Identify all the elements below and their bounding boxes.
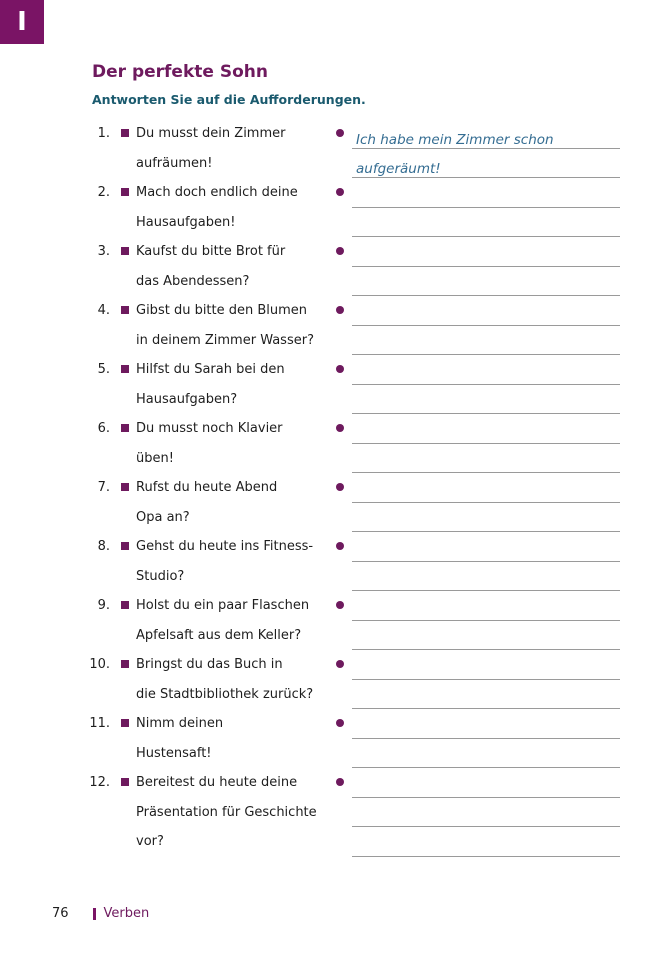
answer-area[interactable] <box>352 768 620 857</box>
item-number: 9. <box>97 598 110 613</box>
answer-bullet-icon <box>336 719 344 727</box>
prompt-line: Studio? <box>136 568 185 584</box>
prompt-line: vor? <box>136 834 164 849</box>
answer-line[interactable] <box>352 267 620 297</box>
square-bullet-icon <box>121 188 129 196</box>
answer-area[interactable] <box>352 119 620 178</box>
square-bullet-icon <box>121 365 129 373</box>
item-number: 4. <box>97 303 110 318</box>
answer-bullet-icon <box>336 483 344 491</box>
answer-line[interactable] <box>352 798 620 828</box>
answer-line[interactable] <box>352 503 620 533</box>
answer-bullet-icon <box>336 542 344 550</box>
prompt-line: Präsentation für Geschichte <box>136 804 317 820</box>
handwritten-answer: aufgeräumt! <box>356 161 441 177</box>
square-bullet-icon <box>121 306 129 314</box>
exercise-title: Der perfekte Sohn <box>92 62 268 82</box>
prompt-line: Du musst dein Zimmer <box>136 126 286 141</box>
answer-line[interactable] <box>352 149 620 179</box>
exercise-instruction: Antworten Sie auf die Aufforderungen. <box>92 92 366 107</box>
prompt-line: Apfelsaft aus dem Keller? <box>136 627 302 643</box>
answer-area[interactable] <box>352 650 620 709</box>
item-number: 8. <box>97 539 110 554</box>
answer-bullet-icon <box>336 188 344 196</box>
item-number: 12. <box>89 775 110 790</box>
item-prompt <box>136 473 326 532</box>
prompt-line: Holst du ein paar Flaschen <box>136 598 310 613</box>
answer-line[interactable] <box>352 739 620 769</box>
page-footer <box>52 906 149 921</box>
page-number: 76 <box>52 906 69 921</box>
square-bullet-icon <box>121 778 129 786</box>
answer-area[interactable] <box>352 591 620 650</box>
prompt-line: Nimm deinen <box>136 716 224 731</box>
answer-area[interactable] <box>352 237 620 296</box>
answer-area[interactable] <box>352 178 620 237</box>
square-bullet-icon <box>121 601 129 609</box>
answer-line[interactable] <box>352 355 620 385</box>
answer-area[interactable] <box>352 709 620 768</box>
chapter-name: Verben <box>103 906 150 921</box>
answer-bullet-icon <box>336 365 344 373</box>
square-bullet-icon <box>121 129 129 137</box>
answer-line[interactable] <box>352 385 620 415</box>
item-number: 6. <box>97 421 110 436</box>
prompt-line: Bringst du das Buch in <box>136 657 283 672</box>
prompt-line: Hilfst du Sarah bei den <box>136 362 285 377</box>
item-prompt <box>136 414 326 473</box>
answer-bullet-icon <box>336 306 344 314</box>
answer-line[interactable] <box>352 591 620 621</box>
answer-bullet-icon <box>336 129 344 137</box>
answer-line[interactable] <box>352 237 620 267</box>
square-bullet-icon <box>121 247 129 255</box>
prompt-line: Hausaufgaben? <box>136 391 238 407</box>
item-prompt <box>136 296 326 355</box>
prompt-line: Rufst du heute Abend <box>136 480 278 495</box>
prompt-line: Gibst du bitte den Blumen <box>136 303 308 318</box>
answer-line[interactable] <box>352 827 620 857</box>
answer-area[interactable] <box>352 414 620 473</box>
answer-line[interactable] <box>352 562 620 592</box>
prompt-line: Mach doch endlich deine <box>136 185 298 200</box>
chapter-tab: I <box>0 0 44 44</box>
answer-line[interactable] <box>352 119 620 149</box>
answer-line[interactable] <box>352 621 620 651</box>
item-number: 2. <box>97 185 110 200</box>
item-number: 1. <box>97 126 110 141</box>
answer-line[interactable] <box>352 473 620 503</box>
answer-bullet-icon <box>336 778 344 786</box>
item-prompt <box>136 119 326 178</box>
item-number: 7. <box>97 480 110 495</box>
answer-area[interactable] <box>352 473 620 532</box>
answer-line[interactable] <box>352 414 620 444</box>
prompt-line: Bereitest du heute deine <box>136 775 298 790</box>
prompt-line: Hustensaft! <box>136 745 212 761</box>
answer-line[interactable] <box>352 178 620 208</box>
answer-area[interactable] <box>352 296 620 355</box>
prompt-line: üben! <box>136 450 174 466</box>
answer-area[interactable] <box>352 532 620 591</box>
prompt-line: die Stadtbibliothek zurück? <box>136 686 314 702</box>
item-number: 10. <box>89 657 110 672</box>
prompt-line: das Abendessen? <box>136 273 250 289</box>
prompt-line: aufräumen! <box>136 155 213 171</box>
answer-line[interactable] <box>352 650 620 680</box>
item-number: 3. <box>97 244 110 259</box>
item-prompt <box>136 237 326 296</box>
prompt-line: in deinem Zimmer Wasser? <box>136 332 314 348</box>
item-prompt <box>136 768 326 857</box>
square-bullet-icon <box>121 542 129 550</box>
prompt-line: Gehst du heute ins Fitness- <box>136 539 314 554</box>
prompt-line: Kaufst du bitte Brot für <box>136 244 286 259</box>
square-bullet-icon <box>121 483 129 491</box>
prompt-line: Opa an? <box>136 509 190 525</box>
answer-line[interactable] <box>352 296 620 326</box>
item-number: 5. <box>97 362 110 377</box>
item-prompt <box>136 178 326 237</box>
answer-line[interactable] <box>352 680 620 710</box>
item-prompt <box>136 650 326 709</box>
answer-bullet-icon <box>336 601 344 609</box>
chapter-marker <box>93 908 96 920</box>
prompt-line: Du musst noch Klavier <box>136 421 283 436</box>
answer-line[interactable] <box>352 208 620 238</box>
handwritten-answer: Ich habe mein Zimmer schon <box>356 131 554 148</box>
item-prompt <box>136 532 326 591</box>
item-number: 11. <box>89 716 110 731</box>
answer-line[interactable] <box>352 768 620 798</box>
answer-bullet-icon <box>336 424 344 432</box>
square-bullet-icon <box>121 424 129 432</box>
answer-bullet-icon <box>336 247 344 255</box>
answer-area[interactable] <box>352 355 620 414</box>
answer-bullet-icon <box>336 660 344 668</box>
answer-line[interactable] <box>352 326 620 356</box>
square-bullet-icon <box>121 719 129 727</box>
answer-line[interactable] <box>352 444 620 474</box>
square-bullet-icon <box>121 660 129 668</box>
item-prompt <box>136 709 326 768</box>
item-prompt <box>136 355 326 414</box>
answer-line[interactable] <box>352 709 620 739</box>
answer-line[interactable] <box>352 532 620 562</box>
prompt-line: Hausaufgaben! <box>136 214 236 230</box>
item-prompt <box>136 591 326 650</box>
